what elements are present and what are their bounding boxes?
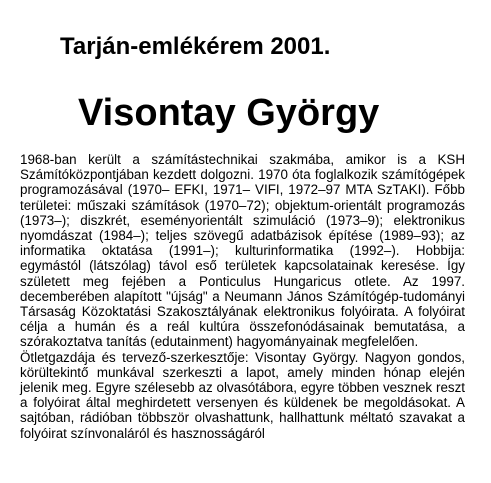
bio-paragraph-editor: Ötletgazdája és tervező-szerkesztője: Visontay György. Nagyon gondos, körültekintő munkával szerkeszti a lapot, amely minden hónap elején jelenik meg. Egyre szélesebb az olvasótábora, egyre többen vesznek reszt a folyóirat által meghirdetett versenyen és küldenek be megoldásokat. A sajtóban, rádióban többször olvashattunk, hallhattunk méltató szavakat a folyóirat színvonaláról és hasznosságáról: [20, 349, 465, 441]
award-title: Tarján-emlékérem 2001.: [60, 33, 331, 60]
bio-paragraph-career: 1968-ban került a számítástechnikai szakmába, amikor is a KSH Számítóközpontjában kezdett dolgozni. 1970 óta foglalkozik számítógépek programozásával (1970– EFKI, 1971– VIFI, 1972–97 MTA SzTAKI). Főbb területei: műszaki számítások (1970–72); objektum-orientált programozás (1973–); diszkrét, eseményorientált szimuláció (1973–9); elektronikus nyomdászat (1984–); teljes szövegű adatbázisok építése (1989–93); az informatika oktatása (1991–); kulturinformatika (1992–). Hobbija: egymástól (látszólag) távol eső területek kapcsolatainak keresése. Így született meg fejében a Ponticulus Hungaricus otlete. Az 1997. decemberében alapított "újság" a Neumann János Számítógép-tudományi Társaság Közoktatási Szakosztályának elektronikus folyóirata. A folyóirat célja a humán és a reál kultúra összefonódásainak bemutatása, a szórakoztatva tanítás (edutainment) hagyományainak megfelelően.: [20, 152, 465, 350]
person-name: Visontay György: [78, 92, 380, 134]
biography: [20, 152, 465, 441]
